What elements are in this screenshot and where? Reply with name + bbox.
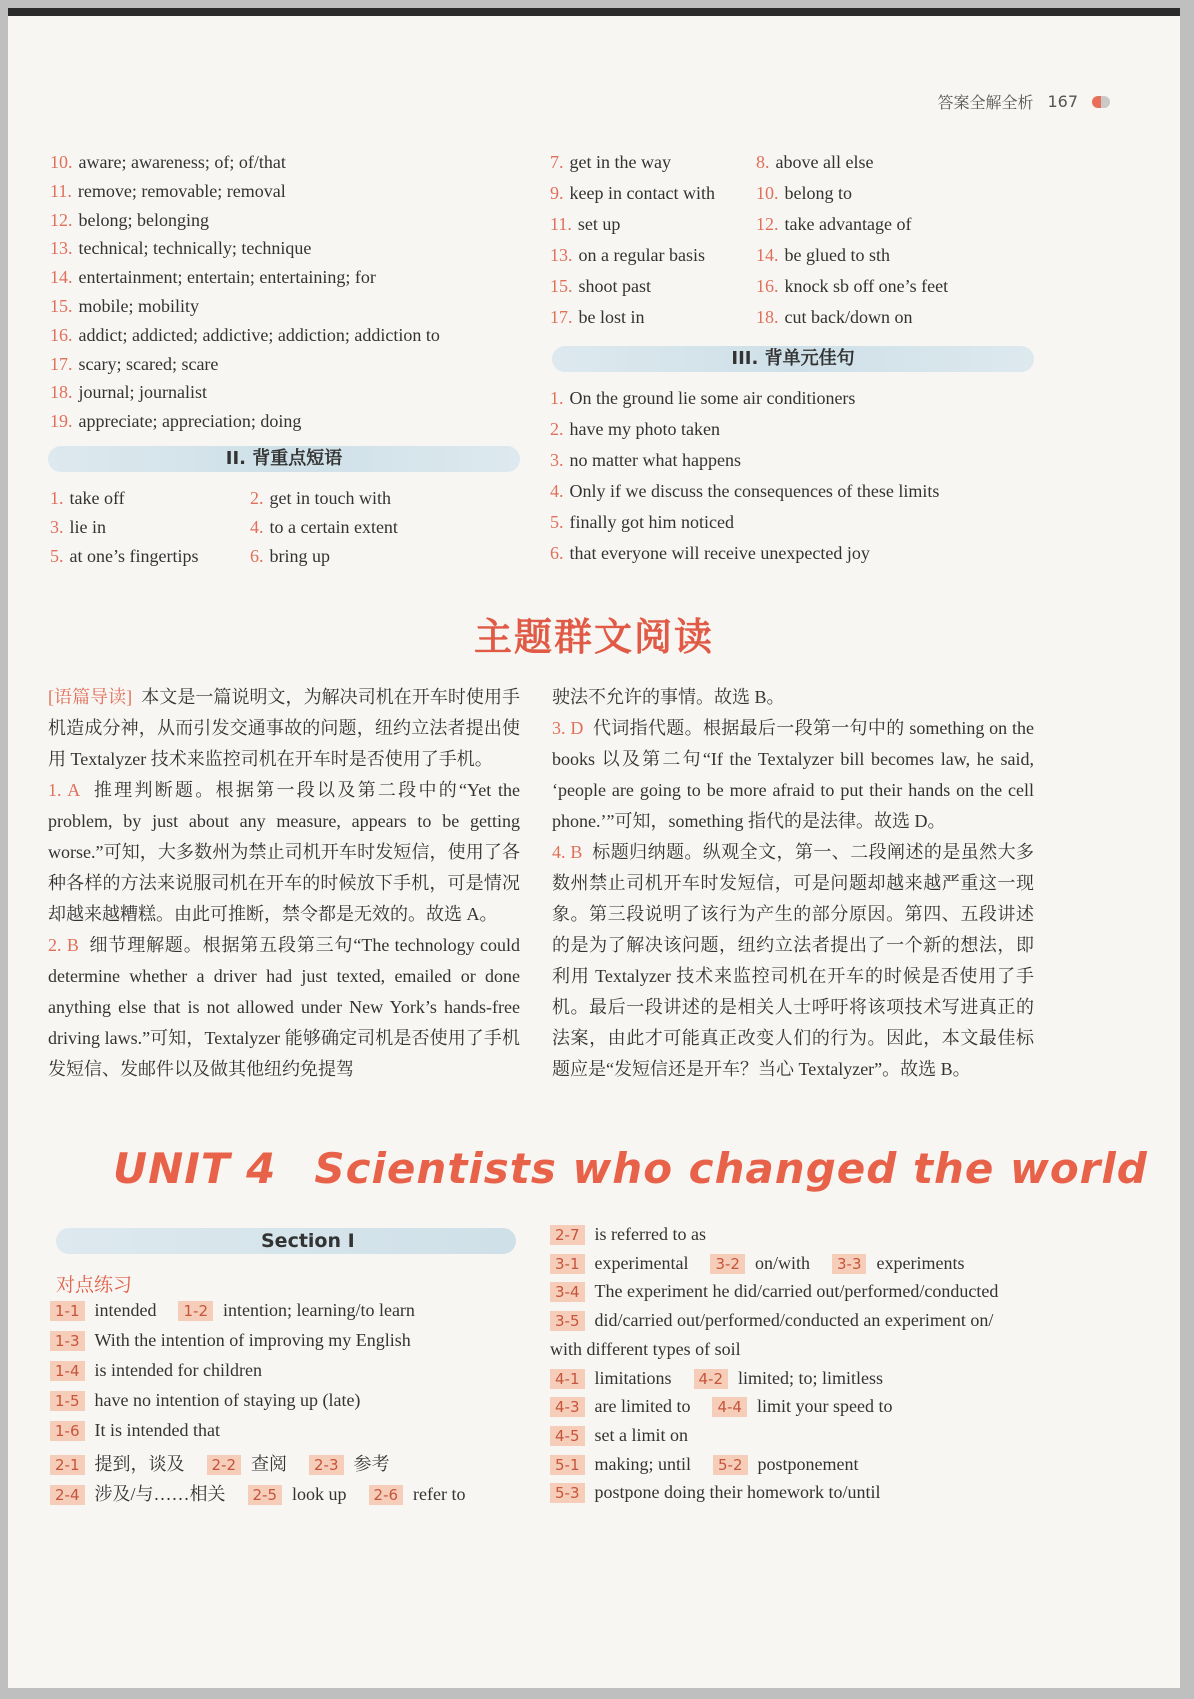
- answer-tag: 2-3: [309, 1455, 344, 1475]
- answer-tag: 2-6: [369, 1485, 404, 1505]
- item-text: journal; journalist: [78, 382, 207, 403]
- answer-text: With the intention of improving my English: [94, 1330, 411, 1350]
- answer-tag: 1-2: [178, 1301, 213, 1321]
- phrase-item: [550, 152, 671, 173]
- item-number: 16.: [756, 276, 779, 296]
- answer-text: postpone doing their homework to/until: [594, 1482, 881, 1503]
- vocab-item: [50, 325, 440, 346]
- item-text: be lost in: [578, 307, 645, 327]
- answer-row: [550, 1339, 741, 1360]
- answer-row: [50, 1360, 262, 1381]
- item-number: 12.: [756, 214, 779, 234]
- answer-text: It is intended that: [94, 1420, 220, 1440]
- answer-row: [550, 1224, 706, 1245]
- item-number: 10.: [756, 183, 779, 203]
- item-text: have my photo taken: [569, 419, 720, 439]
- phrase-item: [550, 183, 715, 204]
- item-number: 14.: [756, 245, 779, 265]
- answer-tag: 5-2: [713, 1455, 748, 1475]
- answer-text: postponement: [757, 1453, 859, 1474]
- reading-left-column: [48, 682, 520, 1085]
- q4-label: 4. B: [552, 842, 583, 862]
- answer-text: is referred to as: [594, 1224, 706, 1244]
- vocab-item: [50, 238, 311, 259]
- item-number: 2.: [550, 419, 564, 439]
- item-number: 17.: [550, 307, 573, 327]
- section3-banner: III. 背单元佳句: [552, 346, 1034, 372]
- vocab-item: [50, 267, 376, 288]
- vocab-item: [50, 411, 301, 432]
- answer-text: 参考: [353, 1454, 390, 1474]
- item-number: 5.: [550, 512, 564, 532]
- phrase-item: [756, 307, 912, 328]
- item-text: mobile; mobility: [78, 296, 199, 316]
- item-number: 17.: [50, 353, 73, 374]
- sentence-item: [550, 419, 720, 440]
- item-text: technical; technically; technique: [78, 238, 312, 259]
- answer-tag: 1-6: [50, 1421, 85, 1441]
- answer-text: intended: [94, 1300, 157, 1320]
- answer-text: look up: [292, 1484, 347, 1504]
- item-text: on a regular basis: [578, 245, 705, 265]
- q1-label: 1. A: [48, 780, 81, 800]
- answer-tag: 5-1: [550, 1455, 585, 1475]
- item-text: Only if we discuss the consequences of these limits: [569, 481, 940, 501]
- guide-label: [语篇导读]: [48, 687, 133, 707]
- section2-banner: II. 背重点短语: [48, 446, 520, 472]
- answer-tag: 4-4: [712, 1397, 747, 1417]
- answer-row: [50, 1300, 415, 1321]
- answer-tag: 2-5: [248, 1485, 283, 1505]
- item-number: 2.: [250, 488, 264, 508]
- answer-tag: 1-1: [50, 1301, 85, 1321]
- page-number: 167: [1047, 92, 1078, 111]
- answer-row: [50, 1330, 411, 1351]
- answer-tag: 1-3: [50, 1331, 85, 1351]
- answer-text: with different types of soil: [550, 1338, 741, 1359]
- answer-text: 涉及/与……相关: [94, 1484, 226, 1504]
- answer-tag: 3-5: [550, 1311, 585, 1331]
- item-text: above all else: [775, 152, 874, 172]
- answer-tag: 1-4: [50, 1361, 85, 1381]
- reading-title: 主题群文阅读: [473, 615, 714, 659]
- exercise-heading: 对点练习: [56, 1274, 133, 1296]
- answer-text: making; until: [594, 1453, 691, 1474]
- answer-tag: 3-2: [710, 1254, 745, 1274]
- answer-text: did/carried out/performed/conducted an experiment on/: [594, 1310, 994, 1331]
- phrase-item: [50, 488, 125, 509]
- answer-tag: 2-2: [207, 1455, 242, 1475]
- item-text: be glued to sth: [784, 245, 890, 265]
- phrase-item: [756, 183, 852, 204]
- item-text: at one’s fingertips: [69, 546, 199, 566]
- item-number: 7.: [550, 152, 564, 172]
- item-number: 19.: [50, 411, 73, 432]
- answer-row: [550, 1281, 998, 1302]
- item-number: 11.: [50, 180, 72, 201]
- answer-text: The experiment he did/carried out/performed/conducted: [594, 1281, 999, 1302]
- q2-label: 2. B: [48, 935, 79, 955]
- item-text: scary; scared; scare: [78, 353, 219, 374]
- item-number: 13.: [50, 238, 73, 259]
- item-text: bring up: [269, 546, 330, 566]
- answer-text: limited; to; limitless: [738, 1367, 884, 1388]
- page-header: [937, 90, 1110, 113]
- q2-continued: 驶法不允许的事情。故选 B。: [552, 687, 785, 707]
- unit-title: [113, 1144, 1148, 1193]
- q3-text: 代词指代题。根据最后一段第一句中的 something on the books 以及第二句“If the Textalyzer bill becomes law, he said, ‘people are going to be more afraid to put their hands on the cell phone.’”可知，something 指代的是法律。故选 D。: [552, 718, 1034, 831]
- item-number: 3.: [50, 517, 64, 537]
- item-text: to a certain extent: [269, 517, 398, 537]
- item-number: 4.: [550, 481, 564, 501]
- answer-text: experimental: [594, 1252, 689, 1273]
- answer-tag: 2-7: [550, 1225, 585, 1245]
- sentence-item: [550, 543, 870, 564]
- answer-tag: 3-3: [832, 1254, 867, 1274]
- item-number: 5.: [50, 546, 64, 566]
- answer-text: is intended for children: [94, 1360, 262, 1380]
- answer-row: [550, 1425, 688, 1446]
- phrase-item: [550, 307, 645, 328]
- answer-tag: 2-1: [50, 1455, 85, 1475]
- answer-row: [550, 1396, 892, 1417]
- item-number: 4.: [250, 517, 264, 537]
- answer-tag: 4-1: [550, 1369, 585, 1389]
- page-marker-icon: [1092, 96, 1110, 108]
- item-text: no matter what happens: [569, 450, 741, 470]
- answer-row: [550, 1310, 993, 1331]
- q3-label: 3. D: [552, 718, 584, 738]
- item-number: 15.: [550, 276, 573, 296]
- sentence-item: [550, 481, 939, 502]
- answer-text: refer to: [413, 1484, 466, 1504]
- vocab-item: [50, 296, 199, 317]
- answer-row: [550, 1454, 859, 1475]
- item-text: keep in contact with: [569, 183, 715, 203]
- answer-text: are limited to: [594, 1396, 691, 1417]
- answer-tag: 3-1: [550, 1254, 585, 1274]
- q4-text: 标题归纳题。纵观全文，第一、二段阐述的是虽然大多数州禁止司机开车时发短信，可是问题却越来越严重这一现象。第三段说明了该行为产生的部分原因。第四、五段讲述的是为了解决该问题，纽约立法者提出了一个新的想法，即利用 Textalyzer 技术来监控司机在开车的时候是否使用了手机。最后一段讲述的是相关人士呼吁将该项技术写进真正的法案，由此才可能真正改变人们的行为。因此，本文最佳标题应是“发短信还是开车？当心 Textalyzer”。故选 B。: [552, 842, 1035, 1079]
- item-text: shoot past: [578, 276, 652, 296]
- answer-text: experiments: [876, 1252, 965, 1273]
- answer-row: [50, 1390, 360, 1411]
- sentence-item: [550, 512, 734, 533]
- q1-text: 推理判断题。根据第一段以及第二段中的“Yet the problem, by just about any measure, appears to be getting worse.”可知，大多数州为禁止司机开车时发短信，使用了各种各样的方法来说服司机在开车的时候放下手机，可是情况却越来越糟糕。由此可推断，禁令都是无效的。故选 A。: [48, 780, 520, 924]
- item-text: lie in: [69, 517, 106, 537]
- document-page: [8, 8, 1180, 1688]
- phrase-item: [550, 276, 651, 297]
- item-number: 11.: [550, 214, 572, 234]
- item-text: set up: [577, 214, 621, 234]
- item-number: 1.: [550, 388, 564, 408]
- item-number: 9.: [550, 183, 564, 203]
- item-text: On the ground lie some air conditioners: [569, 388, 856, 408]
- phrase-item: [250, 546, 330, 567]
- item-number: 3.: [550, 450, 564, 470]
- header-title: 答案全解全析: [937, 93, 1034, 112]
- answer-text: set a limit on: [594, 1424, 688, 1445]
- item-text: finally got him noticed: [569, 512, 734, 532]
- phrase-item: [756, 276, 948, 297]
- vocab-item: [50, 210, 209, 231]
- answer-tag: 4-5: [550, 1426, 585, 1446]
- phrase-item: [756, 214, 911, 235]
- answer-text: have no intention of staying up (late): [94, 1390, 361, 1410]
- item-text: belong to: [784, 183, 852, 203]
- item-number: 18.: [756, 307, 779, 327]
- item-text: belong; belonging: [78, 209, 209, 230]
- answer-tag: 5-3: [550, 1483, 585, 1503]
- phrase-item: [250, 517, 398, 538]
- item-text: take off: [69, 488, 125, 508]
- q2-text: 细节理解题。根据第五段第三句“The technology could determine whether a driver had just texted, emailed or done anything else that is not allowed under New York’s hands-free driving laws.”可知，Textalyzer 能够确定司机是否使用了手机发短信、发邮件以及做其他纽约免提驾: [48, 935, 520, 1079]
- answer-row: [550, 1482, 880, 1503]
- item-number: 15.: [50, 296, 73, 316]
- item-number: 8.: [756, 152, 770, 172]
- item-text: get in touch with: [269, 488, 391, 508]
- item-text: knock sb off one’s feet: [784, 276, 949, 296]
- phrase-item: [550, 245, 705, 266]
- item-text: appreciate; appreciation; doing: [78, 411, 302, 432]
- item-text: entertainment; entertain; entertaining; for: [78, 267, 376, 288]
- answer-row: [50, 1480, 466, 1506]
- answer-row: [550, 1253, 964, 1274]
- phrase-item: [756, 152, 873, 173]
- item-number: 12.: [50, 209, 73, 230]
- answer-tag: 1-5: [50, 1391, 85, 1411]
- answer-row: [550, 1368, 883, 1389]
- answer-tag: 4-3: [550, 1397, 585, 1417]
- answer-tag: 2-4: [50, 1485, 85, 1505]
- item-text: take advantage of: [784, 214, 912, 234]
- unit-name: Scientists who changed the world: [314, 1144, 1148, 1193]
- answer-tag: 4-2: [694, 1369, 729, 1389]
- answer-text: intention; learning/to learn: [222, 1300, 415, 1320]
- phrase-item: [756, 245, 890, 266]
- answer-text: limitations: [594, 1367, 672, 1388]
- item-text: get in the way: [569, 152, 671, 172]
- answer-text: 查阅: [251, 1454, 287, 1474]
- sentence-item: [550, 388, 855, 409]
- phrase-item: [50, 546, 198, 567]
- answer-text: limit your speed to: [756, 1396, 893, 1417]
- vocab-item: [50, 181, 286, 202]
- answer-tag: 3-4: [550, 1282, 585, 1302]
- answer-text: on/with: [754, 1252, 810, 1273]
- item-text: addict; addicted; addictive; addiction; addiction to: [78, 324, 440, 345]
- item-text: aware; awareness; of; of/that: [78, 152, 286, 172]
- answer-row: [50, 1450, 390, 1476]
- phrase-item: [550, 214, 620, 235]
- sentence-item: [550, 450, 741, 471]
- item-text: remove; removable; removal: [77, 180, 286, 201]
- section-banner: Section I: [56, 1228, 516, 1254]
- answer-row: [50, 1420, 220, 1441]
- item-text: that everyone will receive unexpected joy: [569, 543, 870, 563]
- reading-right-column: [552, 682, 1034, 1085]
- answer-text: 提到，谈及: [94, 1454, 185, 1474]
- guide-text: 本文是一篇说明文，为解决司机在开车时使用手机造成分神，从而引发交通事故的问题，纽约立法者提出使用 Textalyzer 技术来监控司机在开车时是否使用了手机。: [48, 687, 521, 769]
- item-text: cut back/down on: [784, 307, 913, 327]
- phrase-item: [250, 488, 391, 509]
- item-number: 18.: [50, 382, 73, 403]
- vocab-item: [50, 354, 218, 375]
- item-number: 10.: [50, 152, 73, 172]
- unit-label: UNIT 4: [113, 1144, 277, 1193]
- item-number: 1.: [50, 488, 64, 508]
- vocab-item: [50, 152, 286, 173]
- item-number: 6.: [250, 546, 264, 566]
- item-number: 14.: [50, 267, 73, 288]
- phrase-item: [50, 517, 106, 538]
- item-number: 6.: [550, 543, 564, 563]
- item-number: 13.: [550, 245, 573, 265]
- item-number: 16.: [50, 324, 73, 345]
- vocab-item: [50, 382, 207, 403]
